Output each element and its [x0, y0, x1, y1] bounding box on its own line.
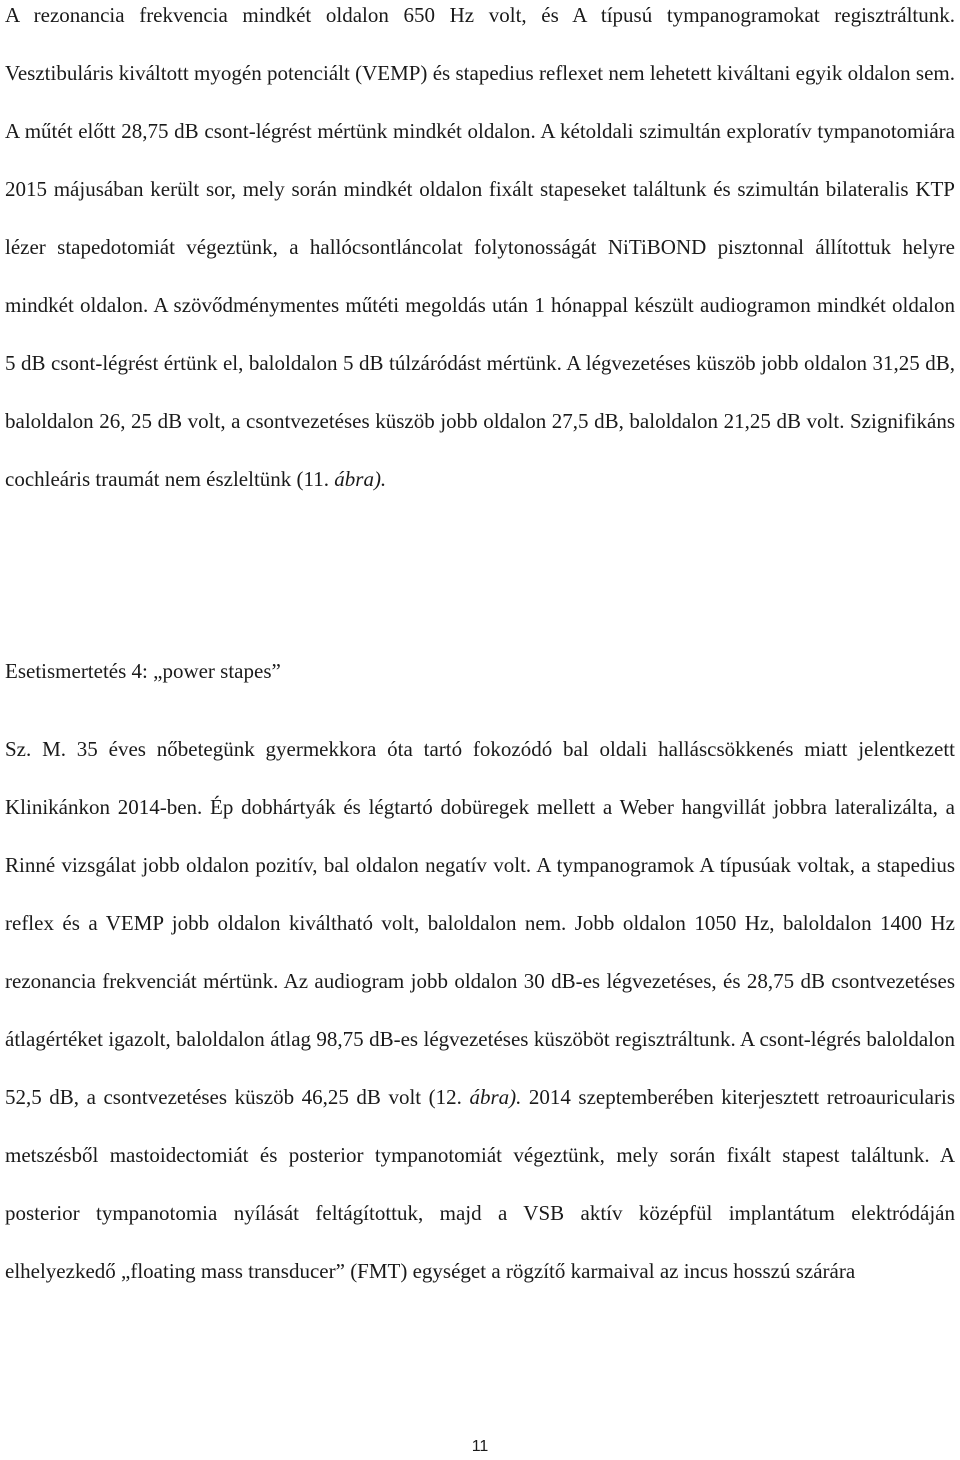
paragraph-2-text: [5, 720, 955, 1300]
paragraph-1: [5, 0, 955, 508]
paragraph-2-end: 2014 szeptemberében kiterjesztett retroauricularis metszésből mastoidectomiát és posterior tympanotomiát végeztünk, mely során fixált stapest találtunk. A posterior tympanotomia nyílását feltágítottuk, majd a VSB aktív középfül implantátum elektródáján elhelyezkedő „floating mass transducer” (FMT) egységet a rögzítő karmaival az incus hosszú szárára: [5, 1085, 955, 1283]
figure-reference-12: ábra).: [469, 1085, 522, 1109]
paragraph-1-text: [5, 0, 955, 508]
case-heading: Esetismertetés 4: „power stapes”: [5, 659, 281, 683]
paragraph-2-main: Sz. M. 35 éves nőbetegünk gyermekkora óta tartó fokozódó bal oldali halláscsökkenés miatt jelentkezett Klinikánkon 2014-ben. Ép dobhártyák és légtartó dobüregek mellett a Weber hangvillát jobbra lateralizálta, a Rinné vizsgálat jobb oldalon pozitív, bal oldalon negatív volt. A tympanogramok A típusúak voltak, a stapedius reflex és a VEMP jobb oldalon kiváltható volt, baloldalon nem. Jobb oldalon 1050 Hz, baloldalon 1400 Hz rezonancia frekvenciát mértünk. Az audiogram jobb oldalon 30 dB-es légvezetéses, és 28,75 dB csontvezetéses átlagértéket igazolt, baloldalon átlag 98,75 dB-es légvezetéses küszöböt regisztráltunk. A csont-légrés baloldalon 52,5 dB, a csontvezetéses küszöb 46,25 dB volt (12.: [5, 737, 955, 1109]
figure-reference-11: ábra).: [334, 467, 387, 491]
paragraph-1-main: A rezonancia frekvencia mindkét oldalon 650 Hz volt, és A típusú tympanogramokat regisztráltunk. Vesztibuláris kiváltott myogén potenciált (VEMP) és stapedius reflexet nem lehetett kiváltani egyik oldalon sem. A műtét előtt 28,75 dB csont-légrést mértünk mindkét oldalon. A kétoldali szimultán exploratív tympanotomiára 2015 májusában került sor, mely során mindkét oldalon fixált stapeseket találtunk és szimultán bilateralis KTP lézer stapedotomiát végeztünk, a hallócsontláncolat folytonosságát NiTiBOND pisztonnal állítottuk helyre mindkét oldalon. A szövődménymentes műtéti megoldás után 1 hónappal készült audiogramon mindkét oldalon 5 dB csont-légrést értünk el, baloldalon 5 dB túlzáródást mértünk. A légvezetéses küszöb jobb oldalon 31,25 dB, baloldalon 26, 25 dB volt, a csontvezetéses küszöb jobb oldalon 27,5 dB, baloldalon 21,25 dB volt. Szignifikáns cochleáris traumát nem észleltünk (11.: [5, 3, 955, 491]
paragraph-2: [5, 720, 955, 1300]
page-number: 11: [471, 1438, 489, 1455]
case-heading-block: [5, 642, 955, 700]
